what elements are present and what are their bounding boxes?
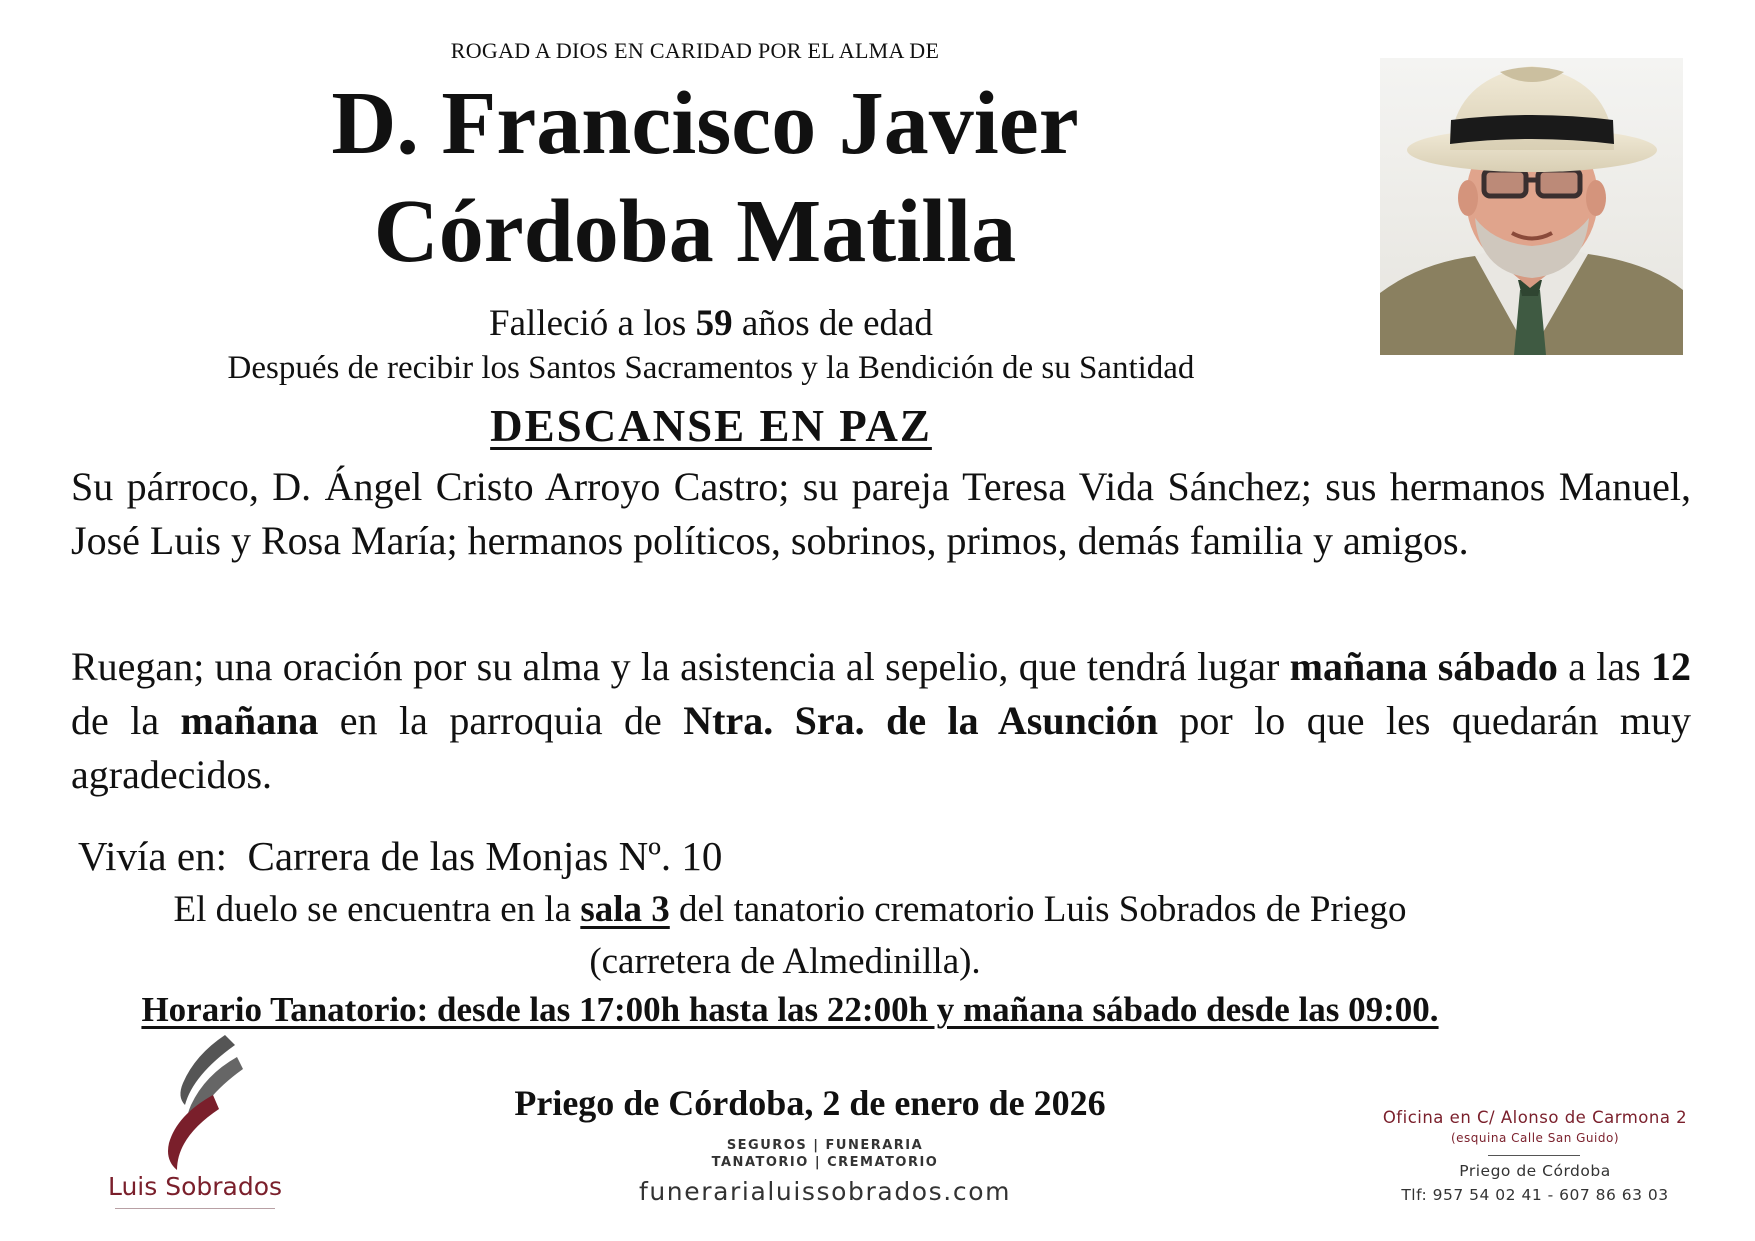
- age-line: [0, 302, 1422, 345]
- burial-paragraph: [71, 640, 1691, 802]
- intro-text: ROGAD A DIOS EN CARIDAD POR EL ALMA DE: [450, 38, 940, 63]
- services-line1: SEGUROS | FUNERARIA: [726, 1138, 924, 1153]
- burial-text-1: Ruegan; una oración por su alma y la asistencia al sepelio, que tendrá lugar: [71, 644, 1290, 689]
- vigil-location-line: (carretera de Almedinilla).: [589, 941, 981, 982]
- burial-text-3: de la: [71, 698, 181, 743]
- portrait-photo: [1380, 58, 1683, 355]
- office-phone: Tlf: 957 54 02 41 - 607 86 63 03: [1401, 1186, 1669, 1204]
- rest-in-peace-heading: [0, 400, 1422, 452]
- residence-address: Carrera de las Monjas Nº. 10: [247, 833, 723, 879]
- burial-day: mañana sábado: [1289, 644, 1558, 689]
- portrait-photo-icon: [1380, 58, 1683, 355]
- place-and-date: Priego de Córdoba, 2 de enero de 2026: [514, 1083, 1106, 1123]
- sacraments-line: Después de recibir los Santos Sacramentos y la Bendición de su Santidad: [227, 350, 1195, 386]
- vigil-prefix: El duelo se encuentra en la: [173, 889, 581, 930]
- residence-label: Vivía en:: [78, 833, 227, 879]
- burial-parish: Ntra. Sra. de la Asunción: [683, 698, 1158, 743]
- burial-text-5: por lo que les quedarán muy agradecidos.: [71, 698, 1691, 797]
- logo-text: Luis Sobrados: [107, 1172, 283, 1201]
- office-city: Priego de Córdoba: [1459, 1162, 1611, 1180]
- deceased-name-line2: Córdoba Matilla: [373, 182, 1017, 281]
- funeral-home-hours-text: Horario Tanatorio: desde las 17:00h hasta las 22:00h y mañana sábado desde las 09:00.: [141, 990, 1439, 1029]
- website: funerarialuissobrados.com: [638, 1177, 1012, 1206]
- funeral-home-hours: [0, 990, 1580, 1030]
- burial-time-of-day: mañana: [180, 698, 319, 743]
- age-value: 59: [695, 303, 733, 344]
- logo-divider: [115, 1208, 275, 1209]
- mourners-paragraph: Su párroco, D. Ángel Cristo Arroyo Castro; su pareja Teresa Vida Sánchez; sus hermanos Manuel, José Luis y Rosa María; hermanos políticos, sobrinos, primos, demás familia y amigos.: [71, 464, 1691, 563]
- deceased-name-line1: D. Francisco Javier: [331, 74, 1079, 173]
- office-corner: (esquina Calle San Guido): [1450, 1131, 1619, 1145]
- age-suffix: años de edad: [732, 303, 933, 344]
- office-divider: [1488, 1155, 1580, 1156]
- residence-line: [78, 832, 722, 880]
- vigil-line: [0, 888, 1580, 931]
- vigil-room: sala 3: [580, 889, 670, 930]
- services-line2: TANATORIO | CREMATORIO: [711, 1155, 939, 1170]
- office-address: Oficina en C/ Alonso de Carmona 2: [1382, 1108, 1688, 1127]
- rest-in-peace-text: DESCANSE EN PAZ: [490, 401, 932, 451]
- age-prefix: Falleció a los: [489, 303, 696, 344]
- burial-hour: 12: [1651, 644, 1691, 689]
- burial-text-2: a las: [1557, 644, 1651, 689]
- burial-text-4: en la parroquia de: [318, 698, 684, 743]
- vigil-suffix: del tanatorio crematorio Luis Sobrados de Priego: [669, 889, 1407, 930]
